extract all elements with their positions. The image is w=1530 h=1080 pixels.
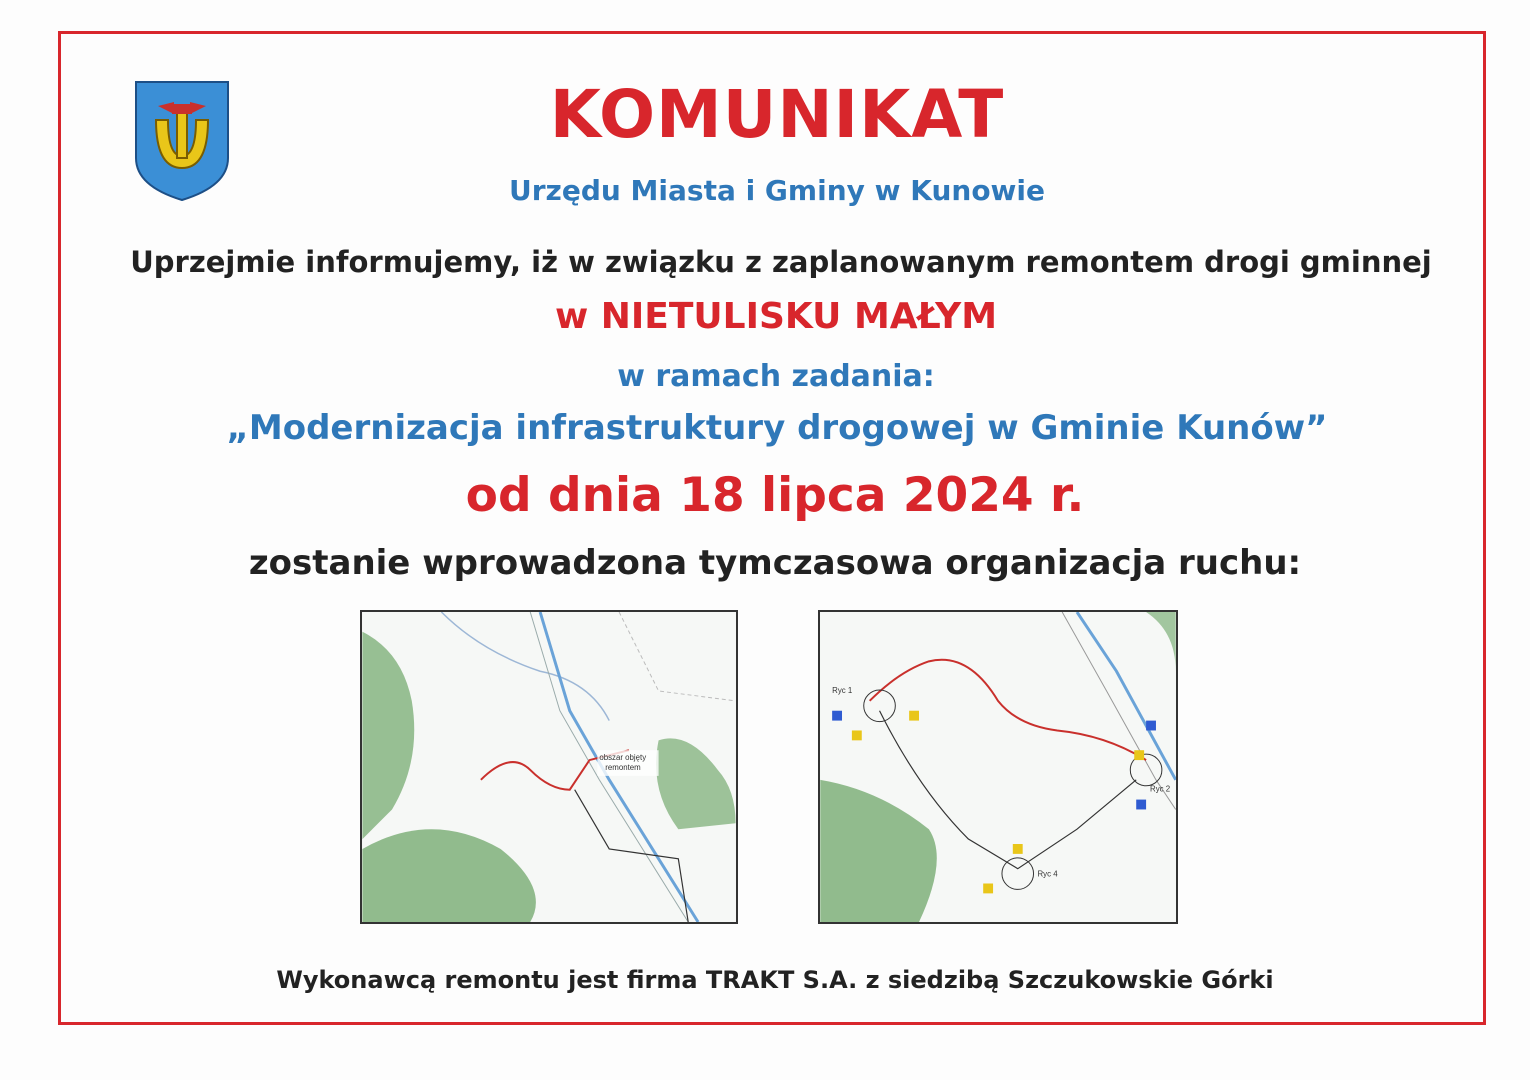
start-date: od dnia 18 lipca 2024 r. [465,468,1085,523]
location-heading: w NIETULISKU MAŁYM [554,296,998,337]
map-label-ryc-1: Ryc 1 [832,685,853,695]
contractor-info: Wykonawcą remontu jest firma TRAKT S.A. z siedzibą Szczukowskie Górki [276,966,1274,994]
task-intro: w ramach zadania: [617,359,935,394]
map-overview [360,610,738,924]
map-traffic-organization [818,610,1178,924]
map-label-repair: remontem [605,762,641,772]
intro-text: Uprzejmie informujemy, iż w związku z zaplanowanym remontem drogi gminnej [130,245,1432,279]
notice-title: KOMUNIKAT [549,76,1005,153]
issuer-subtitle: Urzędu Miasta i Gminy w Kunowie [508,174,1046,207]
map-label-ryc-4: Ryc 4 [1037,869,1058,879]
task-name: „Modernizacja infrastruktury drogowej w Gminie Kunów” [226,408,1328,448]
traffic-change-text: zostanie wprowadzona tymczasowa organizacja ruchu: [248,543,1302,583]
map-label-area: obszar objęty [599,753,647,763]
map-label-ryc-2: Ryc 2 [1150,784,1171,794]
